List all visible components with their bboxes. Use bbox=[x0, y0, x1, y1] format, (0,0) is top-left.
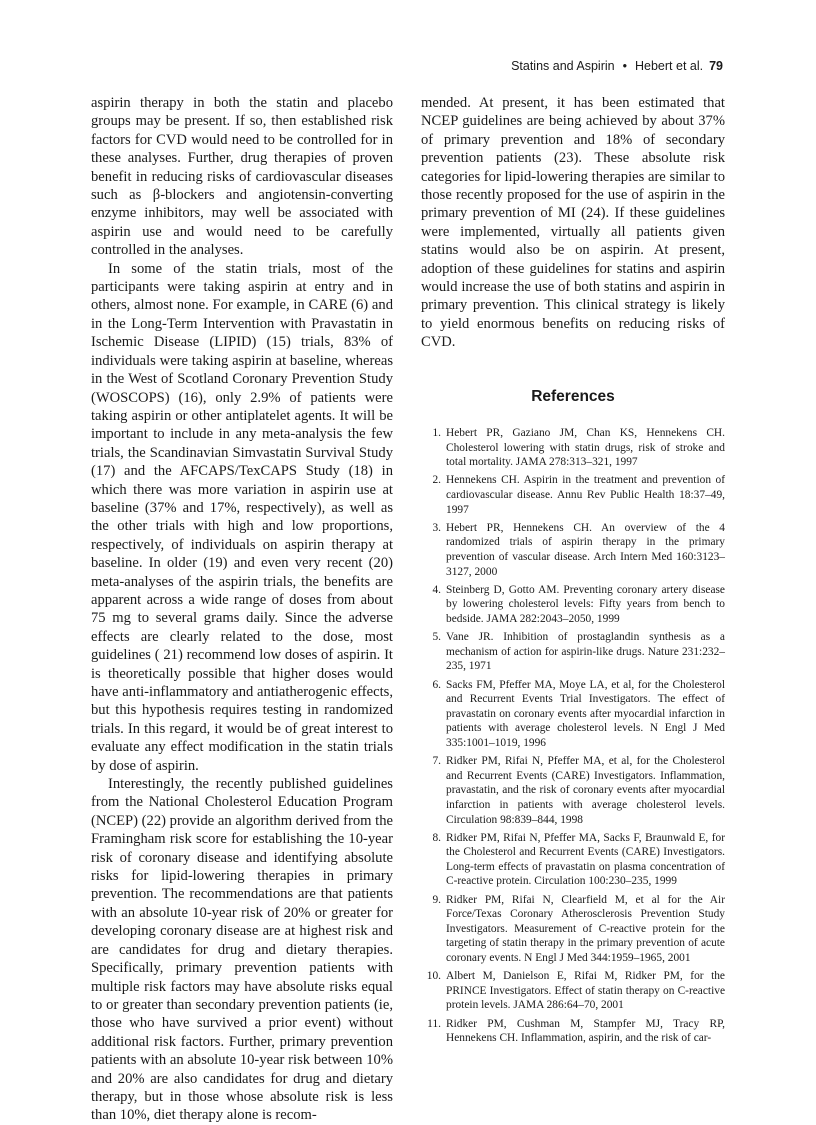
reference-item bbox=[421, 521, 725, 579]
body-paragraph: In some of the statin trials, most of the participants were taking aspirin at entry and in others, almost none. For example, in CARE (6) and in the Long-Term Intervention with Pravastatin in Ischemic Disease (LIPID) (15) trials, 83% of individuals were taking aspirin at baseline, whereas in the West of Scotland Coronary Prevention Study (WOSCOPS) (16), only 2.9% of patients were taking aspirin or other antiplatelet agents. It will be important to include in any meta-analysis the few trials, the Scandinavian Simvastatin Survival Study (17) and the AFCAPS/TexCAPS Study (18) in which there was more variation in aspirin use at baseline (37% and 17%, respectively), as well as the other trials with high and low proportions, respectively, of individuals on aspirin therapy at baseline. In older (19) and even very recent (20) meta-analyses of the aspirin trials, the benefits are apparent across a wide range of doses from about 75 mg to several grams daily. Since the adverse effects are clearly related to the dose, most guidelines ( 21) recommend low doses of aspirin. It is theoretically possible that higher doses would have anti-inflammatory and antiatherogenic effects, but this hypothesis requires testing in randomized trials. In this regard, it would be of great interest to evaluate any effect modification in the statin trials by dose of aspirin. bbox=[91, 260, 393, 774]
page-number: 79 bbox=[709, 59, 723, 73]
body-paragraph: Interestingly, the recently published guidelines from the National Cholesterol Education Program (NCEP) (22) provide an algorithm derived from the Framingham risk score for establishing the 10-year risk of coronary disease and identifying absolute risks for lipid-lowering therapies in primary prevention. The recommendations are that patients with an absolute 10-year risk of 20% or greater for developing coronary disease are at highest risk and are candidates for drug and dietary therapies. Specifically, primary prevention patients with multiple risk factors may have absolute risks equal to or greater than secondary prevention patients (ie, those who have survived a prior event) without additional risk factors. Further, primary prevention patients with an absolute 10-year risk between 10% and 20% are also candidates for drug and dietary therapy, but in those whose absolute risk is less than 10%, diet therapy alone is recom- bbox=[91, 776, 393, 1124]
running-header bbox=[511, 59, 723, 73]
reference-number: 4. bbox=[432, 583, 441, 596]
references-heading: References bbox=[531, 387, 615, 405]
reference-text: Steinberg D, Gotto AM. Preventing coronary artery disease by lowering cholesterol levels: Fifty years from bench to bedside. JAMA 282:2043–2050, 1999 bbox=[446, 583, 725, 625]
body-paragraph: mended. At present, it has been estimated that NCEP guidelines are being achieved by about 37% of primary prevention and 18% of secondary prevention patients (23). These absolute risk categories for lipid-lowering therapies are similar to those recently proposed for the use of aspirin in the primary prevention of MI (24). If these guidelines were implemented, virtually all patients given statins would also be on aspirin. At present, adoption of these guidelines for statins and aspirin would increase the use of both statins and aspirin in primary prevention. This clinical strategy is likely to yield enormous benefits on reducing risks of CVD. bbox=[421, 95, 725, 351]
reference-item bbox=[421, 969, 725, 1013]
reference-number: 2. bbox=[432, 474, 441, 487]
reference-text: Vane JR. Inhibition of prostaglandin synthesis as a mechanism of action for aspirin-like drugs. Nature 231:232–235, 1971 bbox=[446, 631, 725, 673]
reference-number: 3. bbox=[432, 521, 441, 534]
reference-item bbox=[421, 473, 725, 517]
reference-text: Ridker PM, Rifai N, Clearfield M, et al for the Air Force/Texas Coronary Atherosclerosis Prevention Study Investigators. Measurement of C-reactive protein for the targeting of statin therapy in the primary prevention of acute coronary events. N Engl J Med 344:1959–1965, 2001 bbox=[446, 893, 725, 965]
right-column bbox=[421, 94, 725, 1049]
reference-number: 9. bbox=[432, 893, 441, 906]
reference-text: Ridker PM, Rifai N, Pfeffer MA, et al, for the Cholesterol and Recurrent Events (CARE) Investigators. Inflammation, pravastatin, and the risk of coronary events after myocardial infarction in patients with average cholesterol levels. Circulation 98:839–844, 1998 bbox=[446, 755, 725, 826]
reference-item bbox=[421, 754, 725, 827]
reference-text: Albert M, Danielson E, Rifai M, Ridker PM, for the PRINCE Investigators. Effect of statin therapy on C-reactive protein levels. JAMA 286:64–70, 2001 bbox=[446, 970, 725, 1012]
references-list bbox=[421, 426, 725, 1046]
reference-number: 5. bbox=[432, 631, 441, 644]
reference-text: Ridker PM, Cushman M, Stampfer MJ, Tracy RP, Hennekens CH. Inflammation, aspirin, and the risk of car- bbox=[446, 1017, 725, 1045]
reference-text: Hebert PR, Hennekens CH. An overview of the 4 randomized trials of aspirin therapy in the primary prevention of vascular disease. Arch Intern Med 160:3123–3127, 2000 bbox=[446, 521, 725, 578]
reference-item bbox=[421, 583, 725, 627]
reference-item bbox=[421, 831, 725, 889]
running-authors: Hebert et al. bbox=[635, 59, 704, 73]
reference-text: Hebert PR, Gaziano JM, Chan KS, Hennekens CH. Cholesterol lowering with statin drugs, risk of stroke and total mortality. JAMA 278:313–321, 1997 bbox=[446, 427, 725, 469]
running-title: Statins and Aspirin bbox=[511, 59, 615, 73]
reference-item bbox=[421, 678, 725, 751]
header-bullet: • bbox=[622, 59, 627, 73]
reference-number: 1. bbox=[432, 427, 441, 440]
body-paragraph: aspirin therapy in both the statin and placebo groups may be present. If so, then established risk factors for CVD would need to be controlled for in these analyses. Further, drug therapies of proven benefit in reducing risks of cardiovascular diseases such as β-blockers and angiotensin-converting enzyme inhibitors, may well be associated with aspirin use and would need to be carefully controlled in the analyses. bbox=[91, 95, 393, 259]
reference-number: 8. bbox=[432, 831, 441, 844]
reference-number: 6. bbox=[432, 678, 441, 691]
reference-text: Ridker PM, Rifai N, Pfeffer MA, Sacks F, Braunwald E, for the Cholesterol and Recurrent Events (CARE) Investigators. Long-term effects of pravastatin on plasma concentration of C-reactive protein. Circulation 100:230–235, 1999 bbox=[446, 831, 725, 888]
reference-number: 10. bbox=[426, 970, 441, 983]
reference-number: 11. bbox=[427, 1017, 441, 1030]
reference-text: Sacks FM, Pfeffer MA, Moye LA, et al, for the Cholesterol and Recurrent Events Trial Investigators. The effect of pravastatin on coronary events after myocardial infarction in patients with average cholesterol levels. N Engl J Med 335:1001–1019, 1996 bbox=[446, 678, 725, 749]
left-column bbox=[91, 94, 393, 1125]
reference-item bbox=[421, 1017, 725, 1046]
reference-text: Hennekens CH. Aspirin in the treatment and prevention of cardiovascular disease. Annu Rev Public Health 18:37–49, 1997 bbox=[446, 474, 725, 516]
reference-item bbox=[421, 893, 725, 966]
reference-item bbox=[421, 630, 725, 674]
reference-item bbox=[421, 426, 725, 470]
reference-number: 7. bbox=[432, 755, 441, 768]
